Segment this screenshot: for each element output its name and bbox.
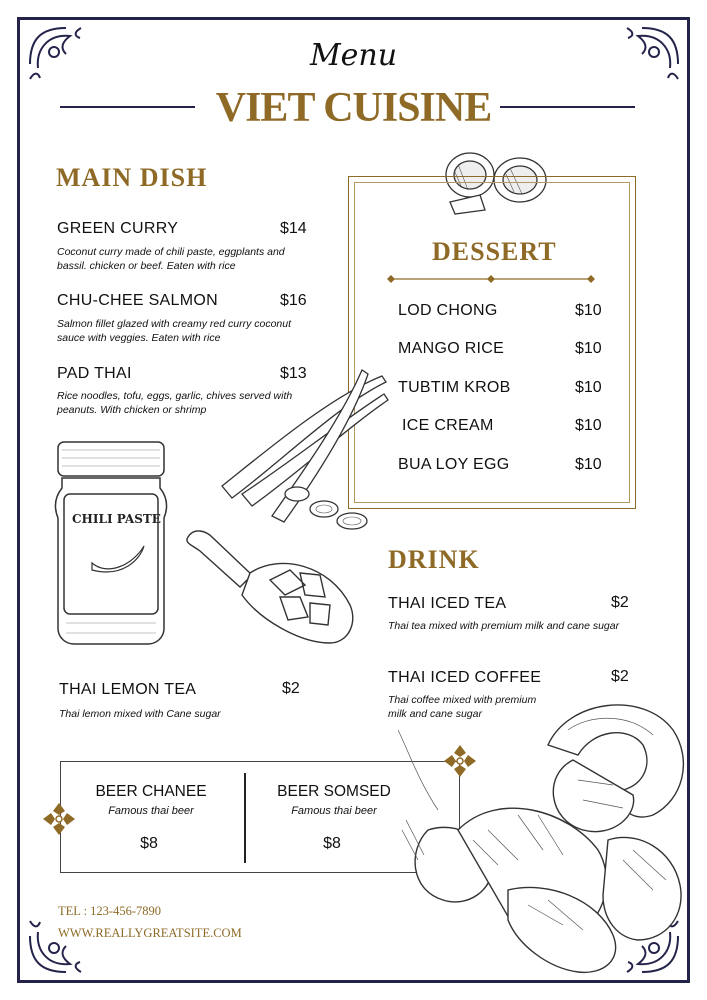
lemongrass-illustration	[212, 366, 392, 536]
dessert-heading: DESSERT	[432, 237, 557, 266]
page-title: VIET CUISINE	[215, 85, 492, 131]
main-dish-desc: Coconut curry made of chili paste, eggplants and	[57, 246, 285, 258]
main-dish-name: PAD THAI	[57, 365, 132, 382]
jar-label-text: CHILI PASTE	[72, 512, 161, 526]
drink-item-price: $2	[611, 594, 629, 611]
beer-name: BEER CHANEE	[95, 783, 207, 800]
dessert-item-name: MANGO RICE	[398, 340, 505, 357]
beer-divider	[244, 773, 246, 863]
dessert-item-price: $10	[575, 302, 602, 319]
beer-subtitle: Famous thai beer	[108, 805, 194, 817]
beer-name: BEER SOMSED	[277, 783, 391, 800]
main-dish-desc: bassil. chicken or beef. Eaten with rice	[57, 260, 236, 272]
main-dish-desc: Rice noodles, tofu, eggs, garlic, chives served with	[57, 390, 293, 402]
main-dish-price: $16	[280, 292, 307, 309]
drink-item-desc: milk and cane sugar	[388, 708, 482, 720]
dessert-item-price: $10	[575, 417, 602, 434]
main-dish-price: $14	[280, 220, 307, 237]
lemon-tea-price: $2	[282, 680, 300, 697]
main-dish-name: CHU-CHEE SALMON	[57, 292, 218, 309]
dessert-item-name: ICE CREAM	[402, 417, 494, 434]
lemon-tea-desc: Thai lemon mixed with Cane sugar	[59, 708, 221, 720]
shrimp-illustration	[398, 690, 690, 975]
dessert-item-price: $10	[575, 456, 602, 473]
beer-subtitle: Famous thai beer	[291, 805, 377, 817]
dessert-item-name: TUBTIM KROB	[398, 379, 511, 396]
drink-item-desc: Thai coffee mixed with premium	[388, 694, 537, 706]
lemon-tea-name: THAI LEMON TEA	[59, 681, 197, 698]
main-dish-desc: Salmon fillet glazed with creamy red curry coconut	[57, 318, 292, 330]
beer-price: $8	[323, 835, 341, 852]
drink-heading: DRINK	[388, 545, 480, 574]
dessert-item-price: $10	[575, 379, 602, 396]
title-rule-right	[500, 106, 635, 108]
chili-paste-jar-illustration	[52, 438, 172, 648]
beer-price: $8	[140, 835, 158, 852]
main-dish-name: GREEN CURRY	[57, 220, 179, 237]
drink-item-desc: Thai tea mixed with premium milk and cane sugar	[388, 620, 620, 632]
drink-item-price: $2	[611, 668, 629, 685]
contact-website[interactable]: WWW.REALLYGREATSITE.COM	[58, 926, 242, 940]
main-dish-price: $13	[280, 365, 307, 382]
dessert-item-name: LOD CHONG	[398, 302, 498, 319]
dessert-item-price: $10	[575, 340, 602, 357]
main-dish-heading: MAIN DISH	[56, 163, 208, 192]
main-dish-desc: sauce with veggies. Eaten with rice	[57, 332, 221, 344]
scoop-illustration	[180, 525, 360, 650]
dessert-item-name: BUA LOY EGG	[398, 456, 510, 473]
main-dish-desc: peanuts. With chicken or shrimp	[57, 404, 207, 416]
drink-item-name: THAI ICED TEA	[388, 595, 507, 612]
diamond-ornament-icon	[386, 273, 596, 285]
drink-item-name: THAI ICED COFFEE	[388, 669, 542, 686]
menu-script-title: Menu	[309, 38, 398, 73]
contact-phone: TEL : 123-456-7890	[58, 904, 161, 918]
